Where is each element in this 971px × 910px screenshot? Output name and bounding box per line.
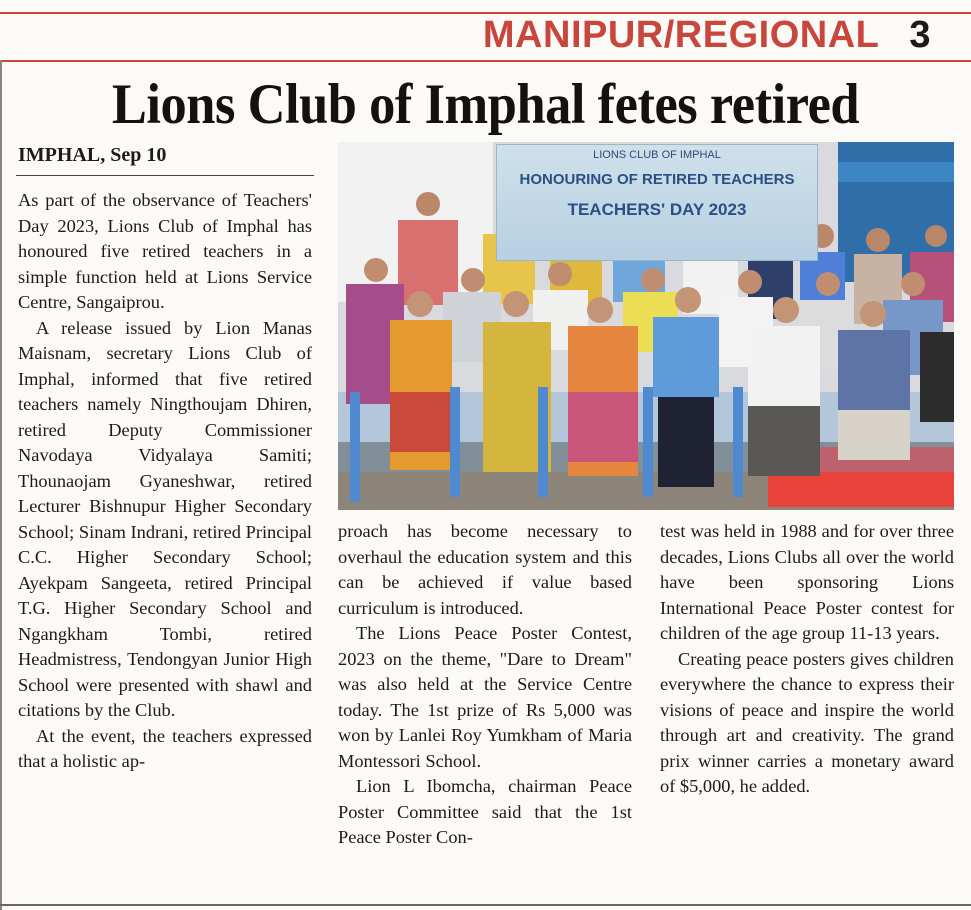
paragraph: Creating peace posters gives children everywhere the chance to express their visions of peace and inspire the world through art and creativity. The grand prix winner carries a monetary award of $5,000, he added. [660, 648, 954, 796]
section-heading [483, 14, 931, 57]
dateline: IMPHAL, Sep 10 [18, 144, 167, 166]
bottom-rule [0, 904, 971, 906]
headline: Lions Club of Imphal fetes retired [111, 73, 860, 136]
article-column-3 [660, 519, 954, 800]
paragraph: test was held in 1988 and for over three decades, Lions Clubs all over the world have been sponsoring Lions International Peace Poster contest for children of the age group 11-13 years. [660, 521, 954, 643]
section-label: MANIPUR/REGIONAL [482, 14, 880, 56]
event-photo [338, 142, 954, 510]
paragraph: Lion L Ibomcha, chairman Peace Poster Committee said that the 1st Peace Poster Con- [338, 776, 632, 847]
banner-title: HONOURING OF RETIRED TEACHERS [519, 171, 795, 188]
dateline-rule [16, 175, 314, 176]
paragraph: proach has become necessary to overhaul the education system and this can be achieved if value based curriculum is introduced. [338, 521, 632, 618]
banner-subtitle: TEACHERS' DAY 2023 [567, 200, 747, 219]
paragraph: A release issued by Lion Manas Maisnam, secretary Lions Club of Imphal, informed that five retired teachers namely Ningthoujam Dhiren, retired Deputy Commissioner Navodaya Vidyalaya Samiti; Thounaojam Gyaneshwar, retired Lecturer Bishnupur Higher Secondary School; Sinam Indrani, retired Principal C.C. Higher Secondary School; Ayekpam Sangeeta, retired Principal T.G. Higher Secondary School and Ngangkham Tombi, retired Headmistress, Tendongyan Junior High School were presented with shawl and citations by the Club. [18, 317, 312, 720]
page-number: 3 [909, 14, 931, 56]
column-border [0, 60, 2, 910]
paragraph: The Lions Peace Poster Contest, 2023 on the theme, "Dare to Dream" was also held at the Service Centre today. The 1st prize of Rs 5,000 was won by Lanlei Roy Yumkham of Maria Montessori School. [338, 623, 632, 771]
paragraph: At the event, the teachers expressed that a holistic ap- [18, 725, 312, 771]
section-rule [0, 60, 971, 62]
article-column-2 [338, 519, 632, 851]
paragraph: As part of the observance of Teachers' Day 2023, Lions Club of Imphal has honoured five retired teachers in a simple function held at Lions Service Centre, Sangaiprou. [18, 190, 312, 312]
event-banner [496, 144, 818, 261]
banner-club-name: LIONS CLUB OF IMPHAL [593, 149, 721, 161]
article-column-1 [18, 188, 312, 775]
